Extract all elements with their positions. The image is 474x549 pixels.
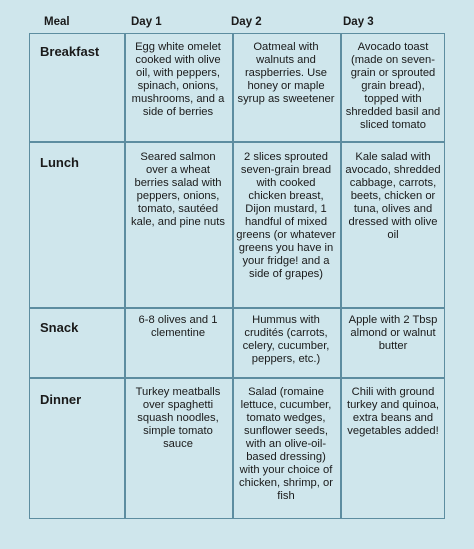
row-divider bbox=[30, 307, 444, 309]
header-day-2: Day 2 bbox=[231, 16, 262, 28]
row-divider bbox=[30, 377, 444, 379]
cell-dinner-day-3: Chili with ground turkey and quinoa, extra beans and vegetables added! bbox=[346, 386, 440, 437]
cell-snack-day-2: Hummus with crudités (carrots, celery, cucumber, peppers, etc.) bbox=[242, 314, 330, 365]
cell-breakfast-day-1: Egg white omelet cooked with olive oil, with peppers, spinach, onions, mushrooms, and a side of berries bbox=[131, 41, 225, 118]
cell-snack-day-1: 6-8 olives and 1 clementine bbox=[138, 314, 218, 339]
meal-plan-table bbox=[29, 33, 445, 519]
meal-label-snack: Snack bbox=[40, 320, 79, 335]
column-divider bbox=[232, 34, 234, 518]
cell-snack-day-3: Apple with 2 Tbsp almond or walnut butter bbox=[348, 314, 438, 352]
cell-lunch-day-2: 2 slices sprouted seven-grain bread with cooked chicken breast, Dijon mustard, 1 handful of mixed greens (or whatever greens you have in your fridge! and a side of grapes) bbox=[236, 151, 336, 280]
row-divider bbox=[30, 141, 444, 143]
cell-dinner-day-1: Turkey meatballs over spaghetti squash noodles, simple tomato sauce bbox=[135, 386, 221, 450]
cell-lunch-day-3: Kale salad with avocado, shredded cabbage, carrots, beets, chicken or tuna, olives and dressed with olive oil bbox=[345, 151, 441, 241]
column-divider bbox=[340, 34, 342, 518]
cell-dinner-day-2: Salad (romaine lettuce, cucumber, tomato wedges, sunflower seeds, with an olive-oil-based dressing) with your choice of chicken, shrimp, or fish bbox=[239, 386, 333, 502]
meal-label-lunch: Lunch bbox=[40, 155, 79, 170]
cell-lunch-day-1: Seared salmon over a wheat berries salad with peppers, onions, tomato, sautéed kale, and pine nuts bbox=[131, 151, 225, 228]
header-day-3: Day 3 bbox=[343, 16, 374, 28]
meal-label-breakfast: Breakfast bbox=[40, 44, 100, 59]
header-day-1: Day 1 bbox=[131, 16, 162, 28]
meal-label-dinner: Dinner bbox=[40, 392, 82, 407]
header-meal: Meal bbox=[44, 16, 70, 28]
column-divider bbox=[124, 34, 126, 518]
cell-breakfast-day-2: Oatmeal with walnuts and raspberries. Use honey or maple syrup as sweetener bbox=[237, 41, 335, 105]
cell-breakfast-day-3: Avocado toast (made on seven-grain or sprouted grain bread), topped with shredded basil and sliced tomato bbox=[345, 41, 441, 131]
